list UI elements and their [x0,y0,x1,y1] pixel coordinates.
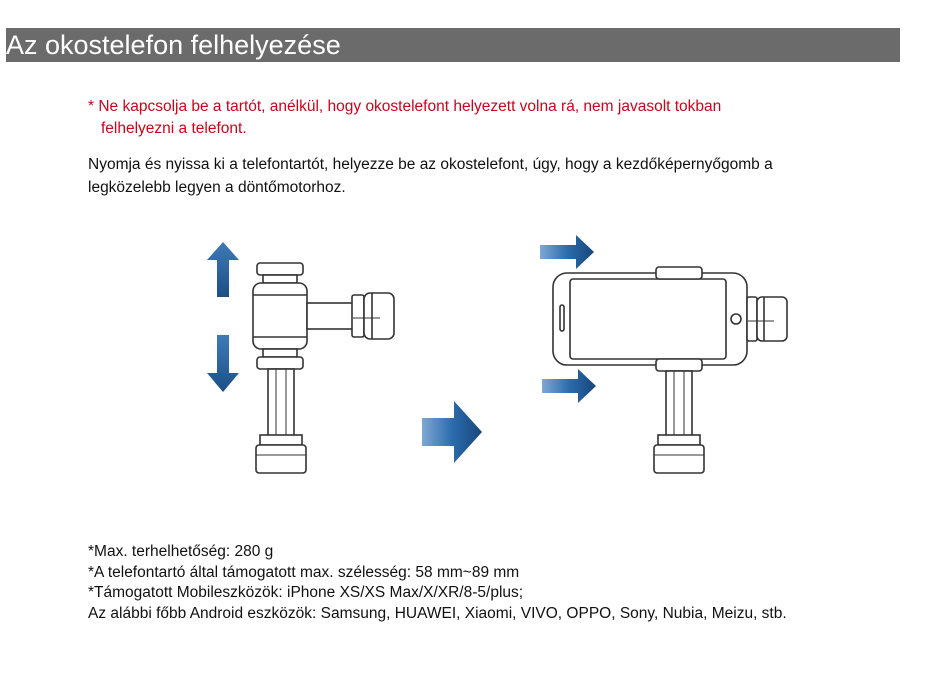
arrow-right-top-icon [540,235,594,269]
instruction-text [88,153,908,199]
gimbal-with-phone-diagram [540,235,787,473]
gimbal-closed-diagram [207,242,394,473]
instruction-line-2: legközelebb legyen a döntőmotorhoz. [88,179,346,196]
warning-note [88,96,878,140]
arrow-right-bottom-icon [542,369,596,403]
spec-max-load: *Max. terhelhetőség: 280 g [88,543,274,560]
arrow-down-icon [207,335,239,392]
instruction-line-1: Nyomja és nyissa ki a telefontartót, helyezze be az okostelefont, úgy, hogy a kezdőképernyőgomb a [88,156,773,173]
mounting-illustration [190,225,810,495]
specifications [88,542,928,624]
spec-supported-devices: *Támogatott Mobileszközök: iPhone XS/XS Max/X/XR/8-5/plus; [88,584,524,601]
arrow-up-icon [207,242,239,297]
transition-arrow-icon [422,401,482,463]
warning-line-2: felhelyezni a telefont. [101,120,247,137]
spec-max-width: *A telefontartó által támogatott max. szélesség: 58 mm~89 mm [88,563,520,581]
spec-android-devices: Az alábbi főbb Android eszközök: Samsung, HUAWEI, Xiaomi, VIVO, OPPO, Sony, Nubia, Meizu, stb. [88,604,787,622]
page-title-text: Az okostelefon felhelyezése [6,30,341,60]
page-title [6,28,900,62]
warning-line-1: * Ne kapcsolja be a tartót, anélkül, hogy okostelefont helyezett volna rá, nem javasolt tokban [88,98,722,115]
